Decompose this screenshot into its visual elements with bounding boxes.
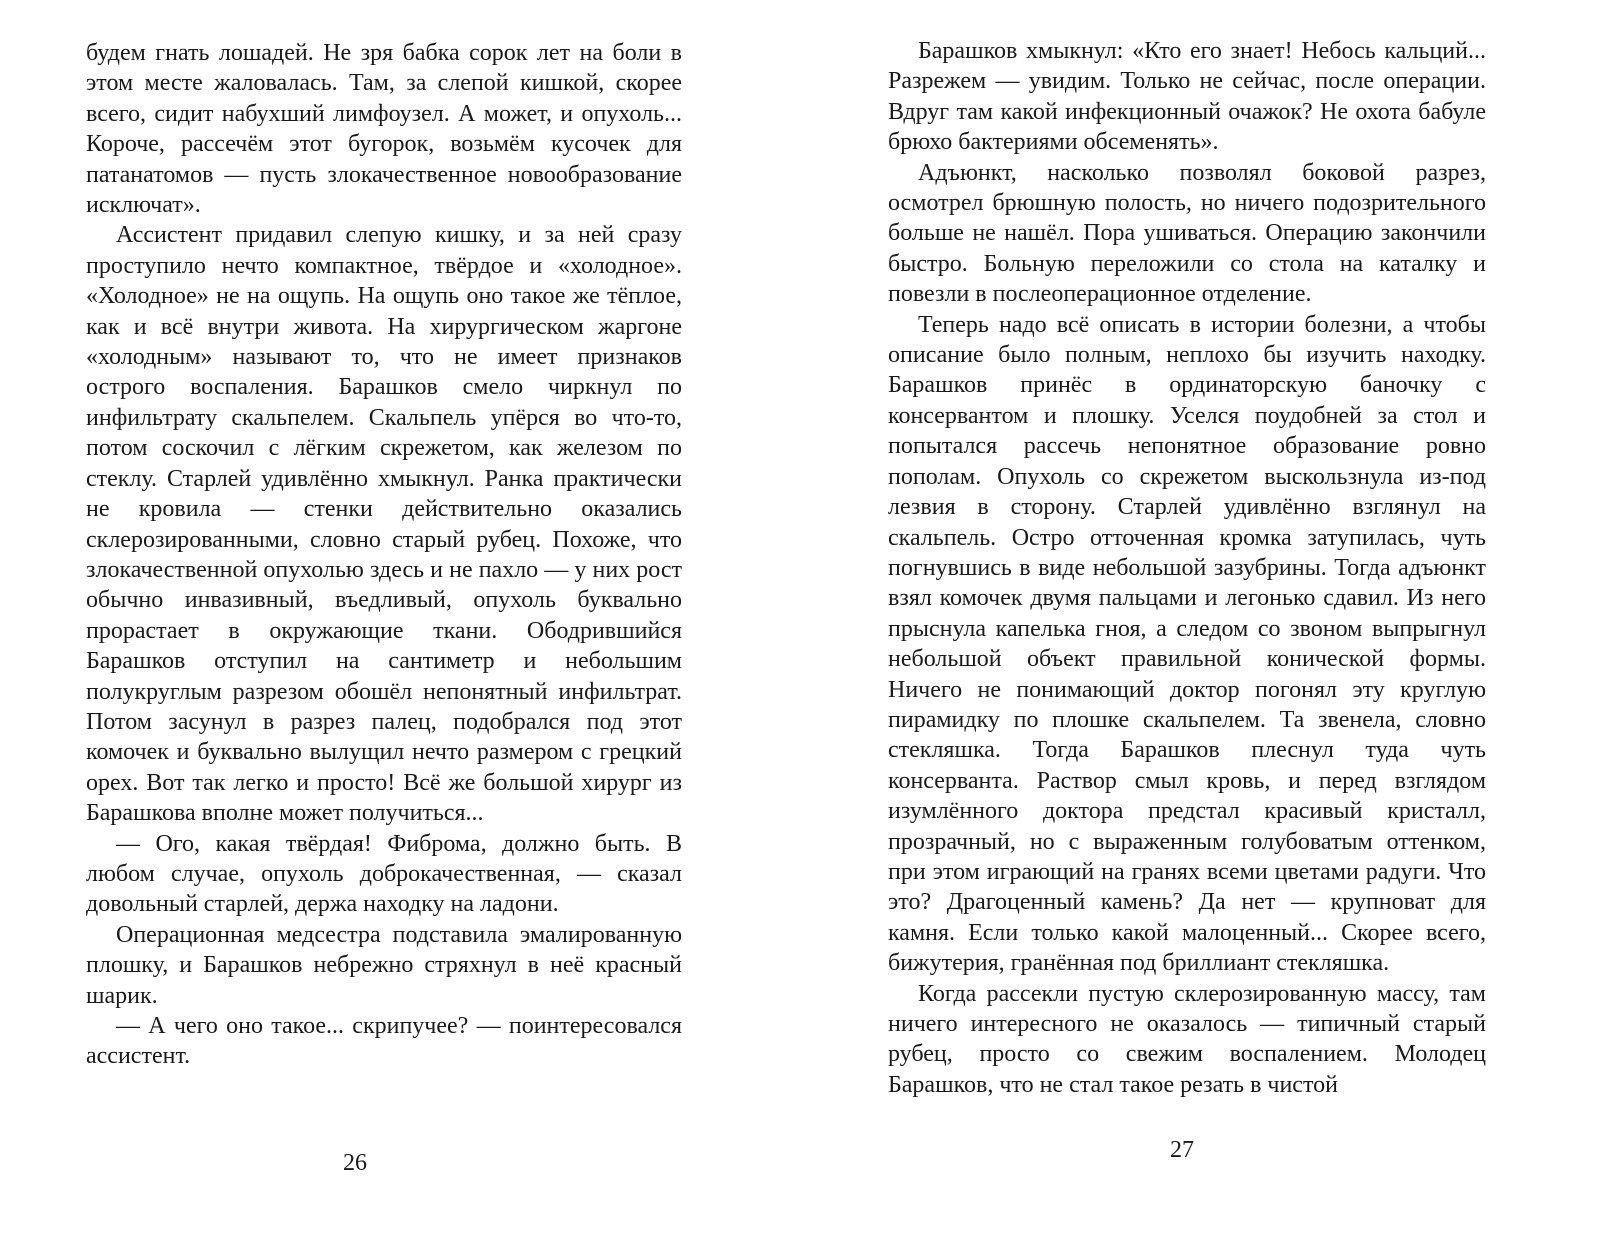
paragraph: Теперь надо всё описать в истории болезни, а чтобы описание было полным, неплохо бы изучить находку. Барашков принёс в ординаторскую баночку с консервантом и плошку. Уселся поудобней за стол и попытался рассечь непонятное образование ровно пополам. Опухоль со скрежетом выскользнула из-под лезвия в сторону. Старлей удивлённо взглянул на скальпель. Остро отточенная кромка затупилась, чуть погнувшись в виде небольшой зазубрины. Тогда адъюнкт взял комочек двумя пальцами и легонько сдавил. Из него прыснула капелька гноя, а следом со звоном выпрыгнул небольшой объект правильной конической формы. Ничего не понимающий доктор погонял эту круглую пирамидку по плошке скальпелем. Та звенела, словно стекляшка. Тогда Барашков плеснул туда чуть консерванта. Раствор смыл кровь, и перед взглядом изумлённого доктора предстал красивый кристалл, прозрачный, но с выраженным голубоватым оттенком, при этом играющий на гранях всеми цветами радуги. Что это? Драгоценный камень? Да нет — крупноват для камня. Если только какой малоценный... Скорее всего, бижутерия, гранённая под бриллиант стекляшка.	[888, 311, 1486, 977]
paragraph: — А чего оно такое... скрипучее? — поинтересовался ассистент.	[86, 1013, 682, 1070]
paragraph: будем гнать лошадей. Не зря бабка сорок лет на боли в этом месте жаловалась. Там, за слепой кишкой, скорее всего, сидит набухший лимфоузел. А может, и опухоль... Короче, рассечём этот бугорок, возьмём кусочек для патанатомов — пусть злокачественное новообразование исключат».	[86, 40, 682, 219]
paragraph: Адъюнкт, насколько позволял боковой разрез, осмотрел брюшную полость, но ничего подозрительного больше не нашёл. Пора ушиваться. Операцию закончили быстро. Больную переложили со стола на каталку и повезли в послеоперационное отделение.	[888, 159, 1486, 308]
right-page-text	[888, 36, 1486, 1100]
page-number-left: 26	[343, 1150, 367, 1176]
paragraph: Барашков хмыкнул: «Кто его знает! Небось кальций... Разрежем — увидим. Только не сейчас, после операции. Вдруг там какой инфекционный очажок? Не охота бабуле брюхо бактериями обсеменять».	[888, 38, 1486, 156]
left-page-text	[86, 38, 682, 1072]
paragraph: Операционная медсестра подставила эмалированную плошку, и Барашков небрежно стряхнул в неё красный шарик.	[86, 921, 682, 1009]
page-number-right: 27	[1170, 1137, 1194, 1163]
right-page	[888, 36, 1486, 1100]
left-page	[86, 38, 682, 1072]
paragraph: Когда рассекли пустую склерозированную массу, там ничего интересного не оказалось — типичный старый рубец, просто со свежим воспалением. Молодец Барашков, что не стал такое резать в чистой	[888, 980, 1486, 1098]
paragraph: Ассистент придавил слепую кишку, и за ней сразу проступило нечто компактное, твёрдое и «холодное». «Холодное» не на ощупь. На ощупь оно такое же тёплое, как и всё внутри живота. На хирургическом жаргоне «холодным» называют то, что не имеет признаков острого воспаления. Барашков смело чиркнул по инфильтрату скальпелем. Скальпель упёрся во что-то, потом соскочил с лёгким скрежетом, как железом по стеклу. Старлей удивлённо хмыкнул. Ранка практически не кровила — стенки действительно оказались склерозированными, словно старый рубец. Похоже, что злокачественной опухолью здесь и не пахло — у них рост обычно инвазивный, въедливый, опухоль буквально прорастает в окружающие ткани. Ободрившийся Барашков отступил на сантиметр и небольшим полукруглым разрезом обошёл непонятный инфильтрат. Потом засунул в разрез палец, подобрался под этот комочек и буквально вылущил нечто размером с грецкий орех. Вот так легко и просто! Всё же большой хирург из Барашкова вполне может получиться...	[86, 222, 682, 827]
paragraph: — Ого, какая твёрдая! Фиброма, должно быть. В любом случае, опухоль доброкачественная, — сказал довольный старлей, держа находку на ладони.	[86, 830, 682, 918]
